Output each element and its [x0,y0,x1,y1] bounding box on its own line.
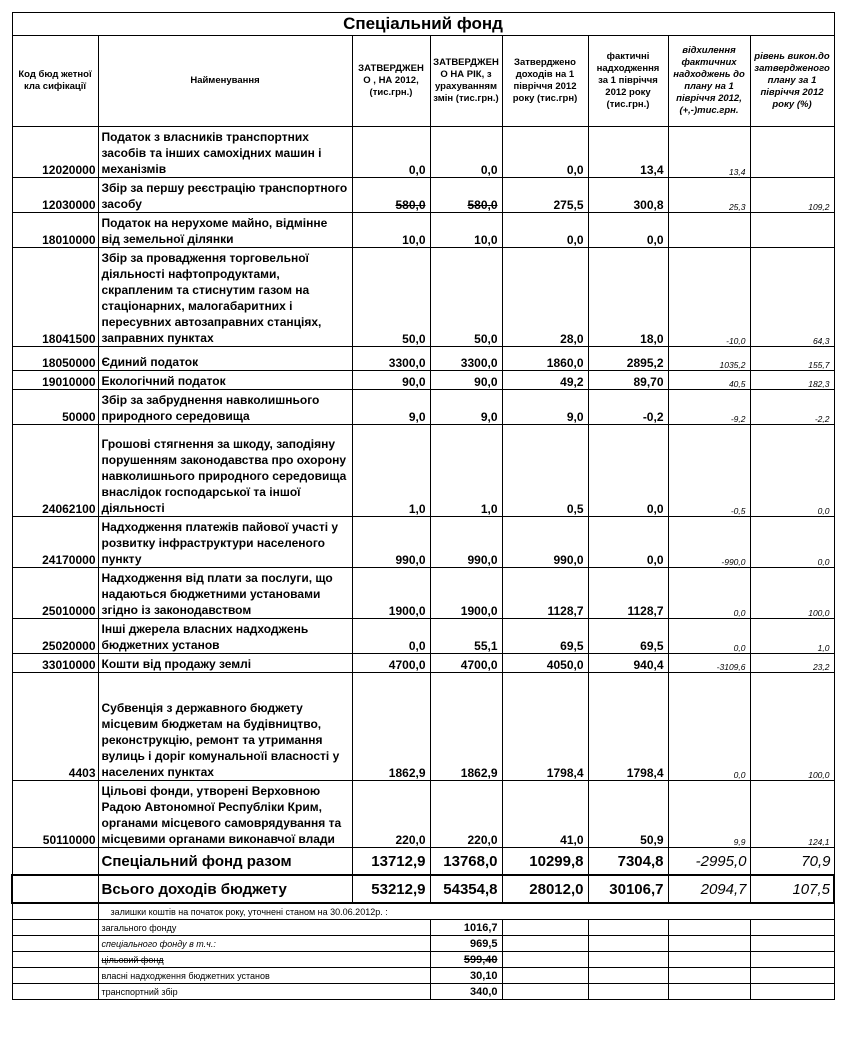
row-level: 182,3 [750,371,834,390]
row-deviation: -0,5 [668,425,750,517]
remainder-name: транспортний збір [98,984,430,1000]
total-name: Всього доходів бюджету [98,875,352,903]
row-approved: 9,0 [352,390,430,425]
row-approved-changes: 4700,0 [430,654,502,673]
table-row [12,178,834,213]
row-approved: 90,0 [352,371,430,390]
row-level: 0,0 [750,517,834,568]
remainder-value: 30,10 [430,968,502,984]
total-approved: 13712,9 [352,848,430,876]
table-row [12,568,834,619]
header-deviation: відхилення фактичних надходжень до плану на 1 півріччя 2012, (+,-)тис.грн. [668,36,750,127]
remainder-code-cell [12,936,98,952]
remainder-value: 340,0 [430,984,502,1000]
row-approved-changes: 3300,0 [430,347,502,371]
header-level: рівень викон.до затвердженого плану за 1 півріччя 2012 року (%) [750,36,834,127]
row-name: Податок з власників транспортних засобів та інших самохідних машин і механізмів [98,127,352,178]
remainder-name: цільовий фонд [98,952,430,968]
remainder-empty-cell [668,968,750,984]
row-code: 25010000 [12,568,98,619]
row-approved-half: 9,0 [502,390,588,425]
remainder-value: 599,40 [430,952,502,968]
budget-grand-total-row [12,875,834,903]
row-code: 18041500 [12,248,98,347]
row-level: 155,7 [750,347,834,371]
remainder-name: власні надходження бюджетних установ [98,968,430,984]
remainder-row [12,968,834,984]
table-row [12,781,834,848]
row-deviation: 0,0 [668,619,750,654]
row-level: 0,0 [750,425,834,517]
row-deviation [668,213,750,248]
row-code: 25020000 [12,619,98,654]
row-approved: 580,0 [352,178,430,213]
row-approved-half: 990,0 [502,517,588,568]
row-level [750,127,834,178]
total-name: Спеціальний фонд разом [98,848,352,876]
row-code: 18010000 [12,213,98,248]
row-actual: -0,2 [588,390,668,425]
total-code-cell [12,875,98,903]
row-approved-half: 0,0 [502,127,588,178]
row-actual: 50,9 [588,781,668,848]
table-row [12,517,834,568]
row-name: Збір за забруднення навколишнього природного середовища [98,390,352,425]
table-row [12,390,834,425]
total-actual: 7304,8 [588,848,668,876]
row-code: 19010000 [12,371,98,390]
row-approved: 3300,0 [352,347,430,371]
row-approved-changes: 990,0 [430,517,502,568]
remainder-name: спеціального фонду в т.ч.: [98,936,430,952]
remainder-code-cell [12,952,98,968]
remainder-empty-cell [502,936,588,952]
row-name: Екологічний податок [98,371,352,390]
table-row [12,127,834,178]
row-code: 4403 [12,673,98,781]
row-approved-changes: 55,1 [430,619,502,654]
header-name: Найменування [98,36,352,127]
table-row [12,213,834,248]
row-approved: 990,0 [352,517,430,568]
remainder-row [12,952,834,968]
remainder-empty-cell [750,920,834,936]
remainder-empty-cell [750,984,834,1000]
row-deviation: 25,3 [668,178,750,213]
row-name: Надходження від плати за послуги, що надаються бюджетними установами згідно із законодавством [98,568,352,619]
row-deviation: 40,5 [668,371,750,390]
row-deviation: -10,0 [668,248,750,347]
row-actual: 1798,4 [588,673,668,781]
row-deviation: 0,0 [668,568,750,619]
table-row [12,673,834,781]
remainder-empty-cell [502,952,588,968]
row-code: 18050000 [12,347,98,371]
header-actual: фактичні надходження за 1 півріччя 2012 року (тис.грн.) [588,36,668,127]
row-approved-changes: 220,0 [430,781,502,848]
row-actual: 0,0 [588,213,668,248]
row-approved-half: 0,0 [502,213,588,248]
remainder-empty-cell [588,968,668,984]
row-actual: 300,8 [588,178,668,213]
header-approved-changes: ЗАТВЕРДЖЕН О НА РІК, з урахуванням змін (тис.грн.) [430,36,502,127]
remainder-empty-cell [668,952,750,968]
row-approved-half: 28,0 [502,248,588,347]
row-approved-changes: 1,0 [430,425,502,517]
row-approved-half: 275,5 [502,178,588,213]
remainder-empty-cell [588,936,668,952]
row-approved-half: 49,2 [502,371,588,390]
remainder-empty-cell [588,984,668,1000]
row-code: 12020000 [12,127,98,178]
remainder-empty-cell [750,952,834,968]
row-approved-half: 69,5 [502,619,588,654]
row-approved: 1862,9 [352,673,430,781]
row-name: Субвенція з державного бюджету місцевим бюджетам на будівництво, реконструкцію, ремонт та утримання вулиць і доріг комунальноїі власності у населених пунктах [98,673,352,781]
row-approved-changes: 0,0 [430,127,502,178]
row-code: 50000 [12,390,98,425]
remainder-row [12,984,834,1000]
row-deviation: 9,9 [668,781,750,848]
remainders-note: залишки коштів на початок року, уточнені станом на 30.06.2012р. : [98,903,834,920]
row-actual: 940,4 [588,654,668,673]
row-name: Збір за провадження торговельної діяльності нафтопродуктами, скрапленим та стиснутим газом на стаціонарних, малогабаритних і пересувних автозаправних станціях, заправних пунктах [98,248,352,347]
row-level: 100,0 [750,673,834,781]
row-deviation: -9,2 [668,390,750,425]
row-level: -2,2 [750,390,834,425]
row-code: 24170000 [12,517,98,568]
row-approved: 0,0 [352,619,430,654]
row-approved: 1,0 [352,425,430,517]
row-approved: 4700,0 [352,654,430,673]
header-approved-half: Затверджено доходів на 1 півріччя 2012 року (тис.грн) [502,36,588,127]
row-level: 23,2 [750,654,834,673]
row-level: 1,0 [750,619,834,654]
row-name: Кошти від продажу землі [98,654,352,673]
remainder-code-cell [12,920,98,936]
row-actual: 18,0 [588,248,668,347]
row-code: 12030000 [12,178,98,213]
row-actual: 0,0 [588,517,668,568]
row-approved-changes: 9,0 [430,390,502,425]
table-row [12,347,834,371]
row-approved-changes: 50,0 [430,248,502,347]
remainder-empty-cell [668,984,750,1000]
row-deviation: 1035,2 [668,347,750,371]
remainder-empty-cell [750,968,834,984]
total-deviation: 2094,7 [668,875,750,903]
row-approved-half: 0,5 [502,425,588,517]
remainder-empty-cell [750,936,834,952]
remainder-value: 1016,7 [430,920,502,936]
row-approved-changes: 10,0 [430,213,502,248]
remainder-empty-cell [588,920,668,936]
row-approved-changes: 90,0 [430,371,502,390]
row-level: 124,1 [750,781,834,848]
remainder-empty-cell [502,920,588,936]
row-approved-half: 41,0 [502,781,588,848]
total-level: 70,9 [750,848,834,876]
row-approved: 1900,0 [352,568,430,619]
total-approved-changes: 13768,0 [430,848,502,876]
row-level: 109,2 [750,178,834,213]
row-code: 50110000 [12,781,98,848]
row-approved: 50,0 [352,248,430,347]
row-approved-changes: 580,0 [430,178,502,213]
row-level: 64,3 [750,248,834,347]
total-deviation: -2995,0 [668,848,750,876]
row-actual: 2895,2 [588,347,668,371]
row-approved: 10,0 [352,213,430,248]
table-row [12,619,834,654]
row-actual: 69,5 [588,619,668,654]
remainder-code-cell [12,968,98,984]
header-code: Код бюд жетної кла сифікації [12,36,98,127]
row-approved: 0,0 [352,127,430,178]
row-name: Збір за першу реєстрацію транспортного засобу [98,178,352,213]
row-actual: 13,4 [588,127,668,178]
special-fund-table [11,12,835,1000]
remainders-note-spacer [12,903,98,920]
remainder-code-cell [12,984,98,1000]
row-deviation: 0,0 [668,673,750,781]
row-code: 33010000 [12,654,98,673]
total-approved-half: 28012,0 [502,875,588,903]
row-deviation: 13,4 [668,127,750,178]
row-deviation: -3109,6 [668,654,750,673]
row-code: 24062100 [12,425,98,517]
table-row [12,371,834,390]
row-level: 100,0 [750,568,834,619]
row-name: Податок на нерухоме майно, відмінне від земельної ділянки [98,213,352,248]
row-actual: 89,70 [588,371,668,390]
row-approved-half: 1128,7 [502,568,588,619]
row-name: Інші джерела власних надходжень бюджетних установ [98,619,352,654]
remainder-empty-cell [668,936,750,952]
total-approved-changes: 54354,8 [430,875,502,903]
row-name: Грошові стягнення за шкоду, заподіяну порушенням законодавства про охорону навколишнього природного середовища внаслідок господарської та іншої діяльності [98,425,352,517]
remainder-value: 969,5 [430,936,502,952]
fund-title: Спеціальний фонд [12,13,834,36]
row-actual: 0,0 [588,425,668,517]
remainder-empty-cell [588,952,668,968]
row-name: Цільові фонди, утворені Верховною Радою Автономної Республіки Крим, органами місцевого самоврядування та місцевими органами виконавчої влади [98,781,352,848]
table-row [12,654,834,673]
total-approved: 53212,9 [352,875,430,903]
remainders-note-row [12,903,834,920]
row-name: Єдиний податок [98,347,352,371]
remainder-empty-cell [668,920,750,936]
table-row [12,425,834,517]
remainder-name: загального фонду [98,920,430,936]
remainder-row [12,920,834,936]
total-level: 107,5 [750,875,834,903]
row-approved-half: 4050,0 [502,654,588,673]
row-approved-changes: 1900,0 [430,568,502,619]
row-actual: 1128,7 [588,568,668,619]
row-approved: 220,0 [352,781,430,848]
row-name: Надходження платежів пайової участі у розвитку інфраструктури населеного пункту [98,517,352,568]
header-approved: ЗАТВЕРДЖЕН О , НА 2012, (тис.грн.) [352,36,430,127]
total-actual: 30106,7 [588,875,668,903]
row-approved-changes: 1862,9 [430,673,502,781]
table-row [12,248,834,347]
row-approved-half: 1860,0 [502,347,588,371]
row-deviation: -990,0 [668,517,750,568]
remainder-empty-cell [502,984,588,1000]
special-fund-total-row [12,848,834,876]
row-approved-half: 1798,4 [502,673,588,781]
row-level [750,213,834,248]
remainder-row [12,936,834,952]
total-approved-half: 10299,8 [502,848,588,876]
total-code-cell [12,848,98,876]
remainder-empty-cell [502,968,588,984]
